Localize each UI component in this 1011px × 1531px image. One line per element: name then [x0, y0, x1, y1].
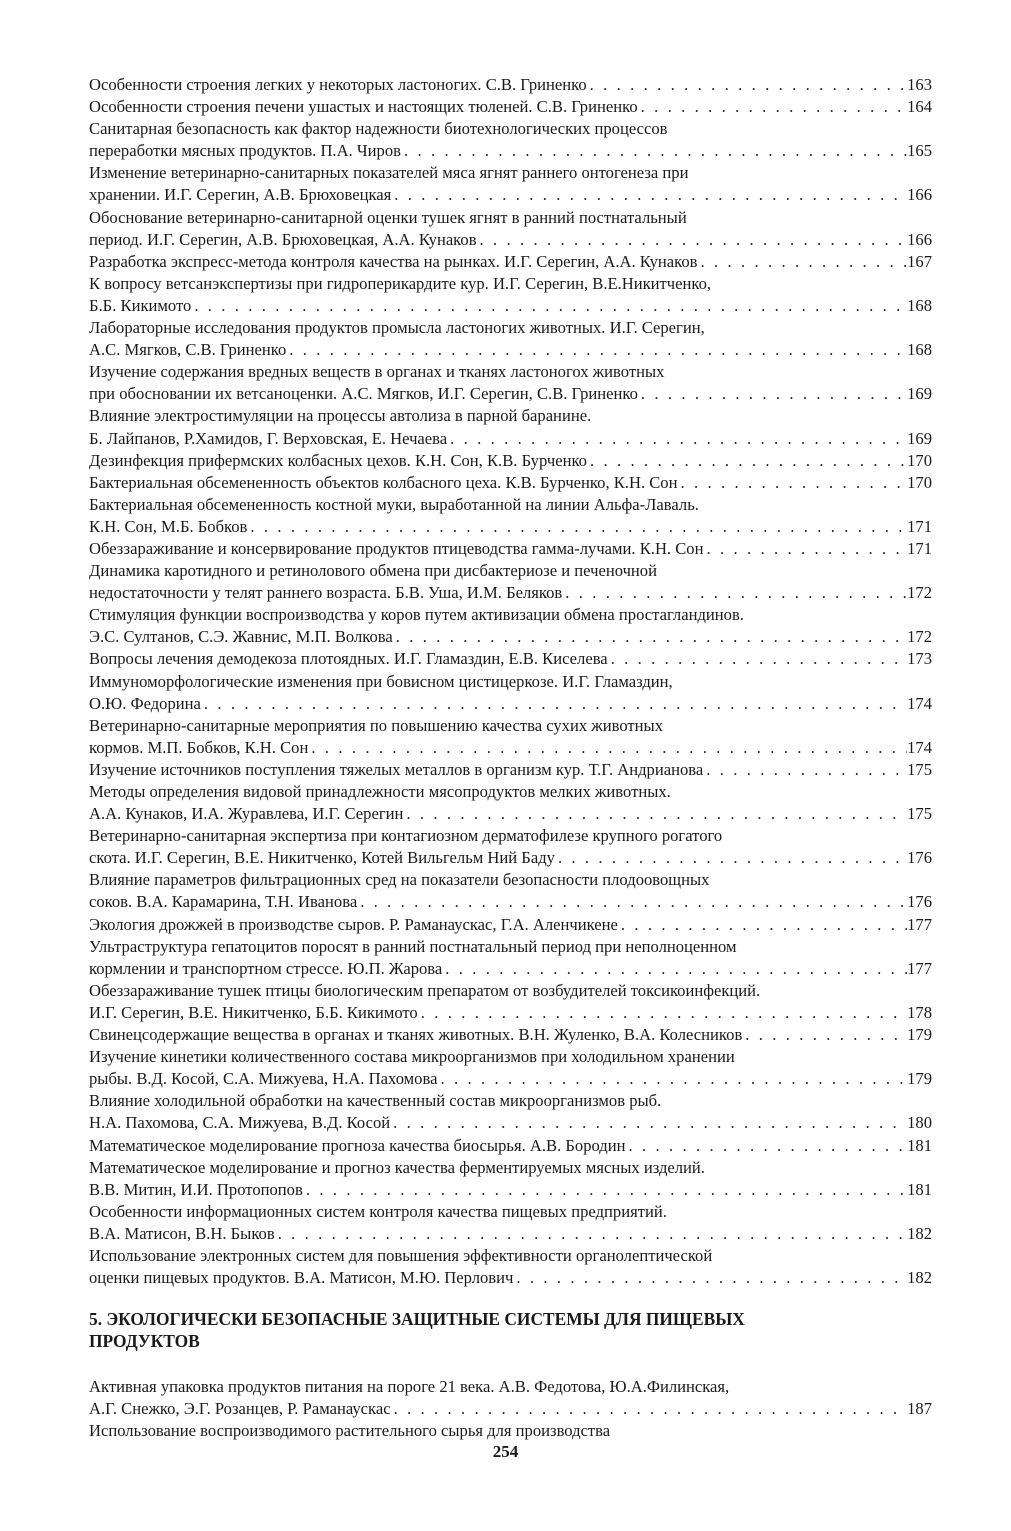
- toc-entry-line: Ультраструктура гепатоцитов поросят в ранний постнатальный период при неполноценном: [89, 936, 737, 956]
- toc-page-number: 182: [907, 1223, 932, 1243]
- section-table-of-contents: [89, 1376, 932, 1442]
- toc-entry-last-line: [89, 1223, 932, 1245]
- toc-entry: [89, 936, 932, 980]
- toc-entry-line: Использование воспроизводимого растительного сырья для производства: [89, 1421, 611, 1441]
- toc-entry-line: кормов. М.П. Бобков, К.Н. Сон: [89, 737, 309, 757]
- toc-entry-last-line: [89, 428, 932, 450]
- dot-leader: [638, 96, 907, 118]
- toc-entry-line: Математическое моделирование прогноза качества биосырья. А.В. Бородин: [89, 1135, 626, 1155]
- toc-entry-line: О.Ю. Федорина: [89, 693, 201, 713]
- dot-leader: [703, 759, 907, 781]
- toc-entry: [89, 1245, 932, 1289]
- toc-entry-line: хранении. И.Г. Серегин, А.В. Брюховецкая: [89, 185, 392, 205]
- toc-entry-line: Влияние параметров фильтрационных сред на показатели безопасности плодоовощных: [89, 870, 710, 890]
- toc-entry-last-line: [89, 1135, 932, 1157]
- dot-leader: [275, 1223, 907, 1245]
- toc-page-number: 168: [907, 295, 932, 315]
- toc-page-number: 179: [907, 1025, 932, 1045]
- toc-entry-line: Изучение кинетики количественного состава микроорганизмов при холодильном хранении: [89, 1047, 735, 1067]
- toc-entry: [89, 671, 932, 715]
- dot-leader: [393, 626, 907, 648]
- toc-entry: [89, 1420, 932, 1442]
- toc-entry-line: кормлении и транспортном стрессе. Ю.П. Жарова: [89, 958, 443, 978]
- toc-entry-line: Б.Б. Кикимото: [89, 295, 192, 315]
- toc-page-number: 172: [907, 583, 932, 603]
- toc-entry-line: Стимуляция функции воспроизводства у коров путем активизации обмена простагландинов.: [89, 605, 744, 625]
- toc-entry-line: при обосновании их ветсаноценки. А.С. Мягков, И.Г. Серегин, С.В. Гриненко: [89, 384, 638, 404]
- toc-entry-line: Динамика каротидного и ретинолового обмена при дисбактериозе и печеночной: [89, 561, 657, 581]
- toc-entry: [89, 96, 932, 118]
- dot-leader: [678, 472, 908, 494]
- toc-entry-last-line: [89, 450, 932, 472]
- toc-page-number: 187: [907, 1399, 932, 1419]
- toc-entry: [89, 1135, 932, 1157]
- toc-entry-line: Изучение содержания вредных веществ в органах и тканях ластоногох животных: [89, 362, 665, 382]
- toc-entry-line: скота. И.Г. Серегин, В.Е. Никитченко, Котей Вильгельм Ний Баду: [89, 848, 555, 868]
- toc-page-number: 181: [907, 1179, 932, 1199]
- toc-entry-last-line: [89, 1112, 932, 1134]
- dot-leader: [477, 229, 908, 251]
- toc-entry: [89, 560, 932, 604]
- toc-entry: [89, 1376, 932, 1420]
- toc-page-number: 171: [907, 516, 932, 536]
- toc-entry-last-line: [89, 847, 932, 869]
- toc-page-number: 175: [907, 804, 932, 824]
- toc-entry: [89, 405, 932, 449]
- toc-entry-line: Влияние холодильной обработки на качественный состав микроорганизмов рыб.: [89, 1091, 662, 1111]
- dot-leader: [698, 251, 908, 273]
- toc-entry-line: Ветеринарно-санитарные мероприятия по повышению качества сухих животных: [89, 715, 663, 735]
- toc-page-number: 174: [907, 737, 932, 757]
- toc-page-number: 164: [907, 97, 932, 117]
- dot-leader: [587, 74, 907, 96]
- toc-entry-line: Иммуноморфологические изменения при бовисном цистицеркозе. И.Г. Гламаздин,: [89, 671, 673, 691]
- toc-entry-line: В.В. Митин, И.И. Протопопов: [89, 1179, 303, 1199]
- toc-entry: [89, 825, 932, 869]
- dot-leader: [437, 1068, 907, 1090]
- toc-entry-last-line: [89, 96, 932, 118]
- toc-entry-line: Особенности строения печени ушастых и настоящих тюленей. С.В. Гриненко: [89, 97, 638, 117]
- toc-entry: [89, 604, 932, 648]
- dot-leader: [447, 428, 907, 450]
- toc-entry: [89, 538, 932, 560]
- toc-entry-line: Б. Лайпанов, Р.Хамидов, Г. Верховская, Е. Нечаева: [89, 428, 448, 448]
- toc-page-number: 163: [907, 75, 932, 94]
- toc-entry: [89, 980, 932, 1024]
- toc-entry-line: Особенности строения легких у некоторых ластоногих. С.В. Гриненко: [89, 75, 587, 94]
- toc-entry-line: Использование электронных систем для повышения эффективности органолептической: [89, 1245, 713, 1265]
- page-number: 254: [492, 1442, 519, 1461]
- toc-entry-line: Математическое моделирование и прогноз качества ферментируемых мясных изделий.: [89, 1157, 705, 1177]
- toc-entry: [89, 759, 932, 781]
- toc-page-number: 169: [907, 384, 932, 404]
- toc-entry: [89, 494, 932, 538]
- toc-entry-line: соков. В.А. Карамарина, Т.Н. Иванова: [89, 892, 358, 912]
- dot-leader: [703, 538, 907, 560]
- dot-leader: [418, 1002, 907, 1024]
- dot-leader: [401, 140, 907, 162]
- toc-entry-line: Бактериальная обсемененность объектов колбасного цеха. К.В. Бурченко, К.Н. Сон: [89, 472, 678, 492]
- dot-leader: [391, 184, 907, 206]
- dot-leader: [391, 1398, 908, 1420]
- toc-entry-line: Обоснование ветеринарно-санитарной оценки тушек ягнят в ранний постнатальный: [89, 207, 687, 227]
- toc-page-number: 173: [907, 649, 932, 669]
- toc-entry-last-line: [89, 251, 932, 273]
- dot-leader: [638, 383, 907, 405]
- toc-entry-last-line: [89, 737, 932, 759]
- toc-entry-last-line: [89, 1068, 932, 1090]
- toc-page-number: 165: [907, 141, 932, 161]
- toc-entry-last-line: [89, 516, 932, 538]
- toc-page-number: 176: [907, 848, 932, 868]
- toc-entry-line: К.Н. Сон, М.Б. Бобков: [89, 516, 248, 536]
- toc-entry: [89, 273, 932, 317]
- toc-entry-last-line: [89, 803, 932, 825]
- toc-entry-last-line: [89, 693, 932, 715]
- toc-entry-last-line: [89, 958, 932, 980]
- toc-page-number: 167: [907, 251, 932, 271]
- toc-page-number: 177: [907, 958, 932, 978]
- toc-entry: [89, 1046, 932, 1090]
- toc-entry-last-line: [89, 582, 932, 604]
- toc-entry-last-line: [89, 339, 932, 361]
- toc-entry-line: Ветеринарно-санитарная экспертиза при контагиозном дерматофилезе крупного рогатого: [89, 826, 723, 846]
- toc-entry-line: А.С. Мягков, С.В. Гриненко: [89, 340, 287, 360]
- toc-entry: [89, 1157, 932, 1201]
- toc-page-number: 169: [907, 428, 932, 448]
- toc-entry-last-line: [89, 1002, 932, 1024]
- toc-entry: [89, 648, 932, 670]
- toc-entry: [89, 361, 932, 405]
- toc-page-number: 180: [907, 1113, 932, 1133]
- dot-leader: [587, 450, 907, 472]
- toc-entry-last-line: [89, 184, 932, 206]
- dot-leader: [403, 803, 907, 825]
- toc-entry: [89, 869, 932, 913]
- dot-leader: [247, 516, 907, 538]
- toc-entry-line: недостаточности у телят раннего возраста. Б.В. Уша, И.М. Беляков: [89, 583, 563, 603]
- toc-entry-line: Дезинфекция прифермских колбасных цехов. К.Н. Сон, К.В. Бурченко: [89, 450, 587, 470]
- toc-page-number: 175: [907, 759, 932, 779]
- toc-entry-last-line: [89, 1398, 932, 1420]
- toc-entry-line: Активная упаковка продуктов питания на пороге 21 века. А.В. Федотова, Ю.А.Филинская,: [89, 1377, 730, 1396]
- toc-entry-last-line: [89, 74, 932, 96]
- toc-entry-last-line: [89, 140, 932, 162]
- toc-page-number: 181: [907, 1135, 932, 1155]
- section-heading-line: ПРОДУКТОВ: [89, 1331, 200, 1351]
- dot-leader: [608, 648, 907, 670]
- toc-entry-line: Обеззараживание и консервирование продуктов птицеводства гамма-лучами. К.Н. Сон: [89, 538, 704, 558]
- toc-page-number: 177: [907, 914, 932, 934]
- toc-entry-line: Влияние электростимуляции на процессы автолиза в парной баранине.: [89, 406, 592, 426]
- toc-entry-line: Методы определения видовой принадлежности мясопродуктов мелких животных.: [89, 782, 671, 801]
- dot-leader: [618, 914, 907, 936]
- dot-leader: [357, 891, 907, 913]
- toc-page-number: 178: [907, 1002, 932, 1022]
- section-heading: [89, 1308, 932, 1352]
- toc-entry-last-line: [89, 891, 932, 913]
- toc-entry: [89, 781, 932, 825]
- toc-entry-line: период. И.Г. Серегин, А.В. Брюховецкая, А.А. Кунаков: [89, 229, 477, 249]
- toc-entry-line: Лабораторные исследования продуктов промысла ластоногих животных. И.Г. Серегин,: [89, 318, 705, 338]
- dot-leader: [562, 582, 907, 604]
- toc-page-number: 176: [907, 892, 932, 912]
- toc-entry-last-line: [89, 229, 932, 251]
- toc-entry-line: Свинецсодержащие вещества в органах и тканях животных. В.Н. Жуленко, В.А. Колесников: [89, 1025, 743, 1045]
- toc-entry: [89, 1201, 932, 1245]
- toc-entry-last-line: [89, 1267, 932, 1289]
- toc-page-number: 170: [907, 450, 932, 470]
- toc-entry-line: В.А. Матисон, В.Н. Быков: [89, 1223, 275, 1243]
- toc-entry-line: Изучение источников поступления тяжелых металлов в организм кур. Т.Г. Андрианова: [89, 759, 704, 779]
- toc-entry-line: Вопросы лечения демодекоза плотоядных. И.Г. Гламаздин, Е.В. Киселева: [89, 649, 608, 669]
- toc-entry-last-line: [89, 295, 932, 317]
- dot-leader: [303, 1179, 907, 1201]
- toc-entry-line: Особенности информационных систем контроля качества пищевых предприятий.: [89, 1201, 667, 1221]
- toc-entry-line: Изменение ветеринарно-санитарных показателей мяса ягнят раннего онтогенеза при: [89, 163, 689, 183]
- toc-entry-line: Н.А. Пахомова, С.А. Мижуева, В.Д. Косой: [89, 1113, 391, 1133]
- toc-entry-line: К вопросу ветсанэкспертизы при гидроперикардите кур. И.Г. Серегин, В.Е.Никитченко,: [89, 273, 712, 293]
- section-heading-line: 5. ЭКОЛОГИЧЕСКИ БЕЗОПАСНЫЕ ЗАЩИТНЫЕ СИСТЕМЫ ДЛЯ ПИЩЕВЫХ: [89, 1309, 745, 1329]
- dot-leader: [308, 737, 907, 759]
- toc-entry-line: рыбы. В.Д. Косой, С.А. Мижуева, Н.А. Пахомова: [89, 1069, 438, 1089]
- toc-entry: [89, 118, 932, 162]
- dot-leader: [742, 1024, 907, 1046]
- toc-page-number: 174: [907, 693, 932, 713]
- toc-page-number: 170: [907, 472, 932, 492]
- toc-entry-line: Обеззараживание тушек птицы биологическим препаратом от возбудителей токсикоинфекций.: [89, 980, 761, 1000]
- toc-entry-line: А.А. Кунаков, И.А. Журавлева, И.Г. Серегин: [89, 804, 404, 824]
- table-of-contents: [89, 74, 932, 1289]
- toc-page-number: 168: [907, 340, 932, 360]
- toc-entry-line: Э.С. Султанов, С.Э. Жавнис, М.П. Волкова: [89, 627, 393, 647]
- toc-entry-line: оценки пищевых продуктов. В.А. Матисон, М.Ю. Перлович: [89, 1268, 514, 1288]
- dot-leader: [513, 1267, 907, 1289]
- dot-leader: [390, 1112, 907, 1134]
- toc-entry: [89, 74, 932, 96]
- toc-entry: [89, 162, 932, 206]
- toc-entry-line: Санитарная безопасность как фактор надежности биотехнологических процессов: [89, 119, 668, 139]
- toc-entry-line: И.Г. Серегин, В.Е. Никитченко, Б.Б. Кикимото: [89, 1002, 418, 1022]
- toc-entry-last-line: [89, 914, 932, 936]
- dot-leader: [201, 693, 907, 715]
- toc-page-number: 171: [907, 538, 932, 558]
- toc-page-number: 172: [907, 627, 932, 647]
- toc-entry-line: Бактериальная обсемененность костной муки, выработанной на линии Альфа-Лаваль.: [89, 494, 699, 514]
- toc-entry: [89, 207, 932, 251]
- toc-entry-last-line: [89, 383, 932, 405]
- toc-page-number: 166: [907, 229, 932, 249]
- toc-entry-last-line: [89, 538, 932, 560]
- toc-page-number: 179: [907, 1069, 932, 1089]
- dot-leader: [191, 295, 907, 317]
- toc-entry-last-line: [89, 648, 932, 670]
- toc-entry: [89, 317, 932, 361]
- toc-entry: [89, 715, 932, 759]
- toc-entry: [89, 472, 932, 494]
- toc-entry-last-line: [89, 759, 932, 781]
- toc-entry-line: А.Г. Снежко, Э.Г. Розанцев, Р. Раманаускас: [89, 1399, 391, 1419]
- toc-entry-last-line: [89, 626, 932, 648]
- toc-entry: [89, 1024, 932, 1046]
- toc-page-number: 182: [907, 1268, 932, 1288]
- dot-leader: [286, 339, 907, 361]
- toc-entry-line: Экология дрожжей в производстве сыров. Р. Раманаускас, Г.А. Аленчикене: [89, 914, 618, 934]
- toc-entry: [89, 914, 932, 936]
- toc-entry-last-line: [89, 472, 932, 494]
- toc-page-number: 166: [907, 185, 932, 205]
- toc-entry-line: Разработка экспресс-метода контроля качества на рынках. И.Г. Серегин, А.А. Кунаков: [89, 251, 698, 271]
- toc-entry: [89, 251, 932, 273]
- toc-entry: [89, 1090, 932, 1134]
- toc-entry-last-line: [89, 1179, 932, 1201]
- toc-entry: [89, 450, 932, 472]
- dot-leader: [626, 1135, 908, 1157]
- toc-entry-last-line: [89, 1024, 932, 1046]
- toc-entry-line: переработки мясных продуктов. П.А. Чиров: [89, 141, 401, 161]
- dot-leader: [442, 958, 907, 980]
- dot-leader: [555, 847, 907, 869]
